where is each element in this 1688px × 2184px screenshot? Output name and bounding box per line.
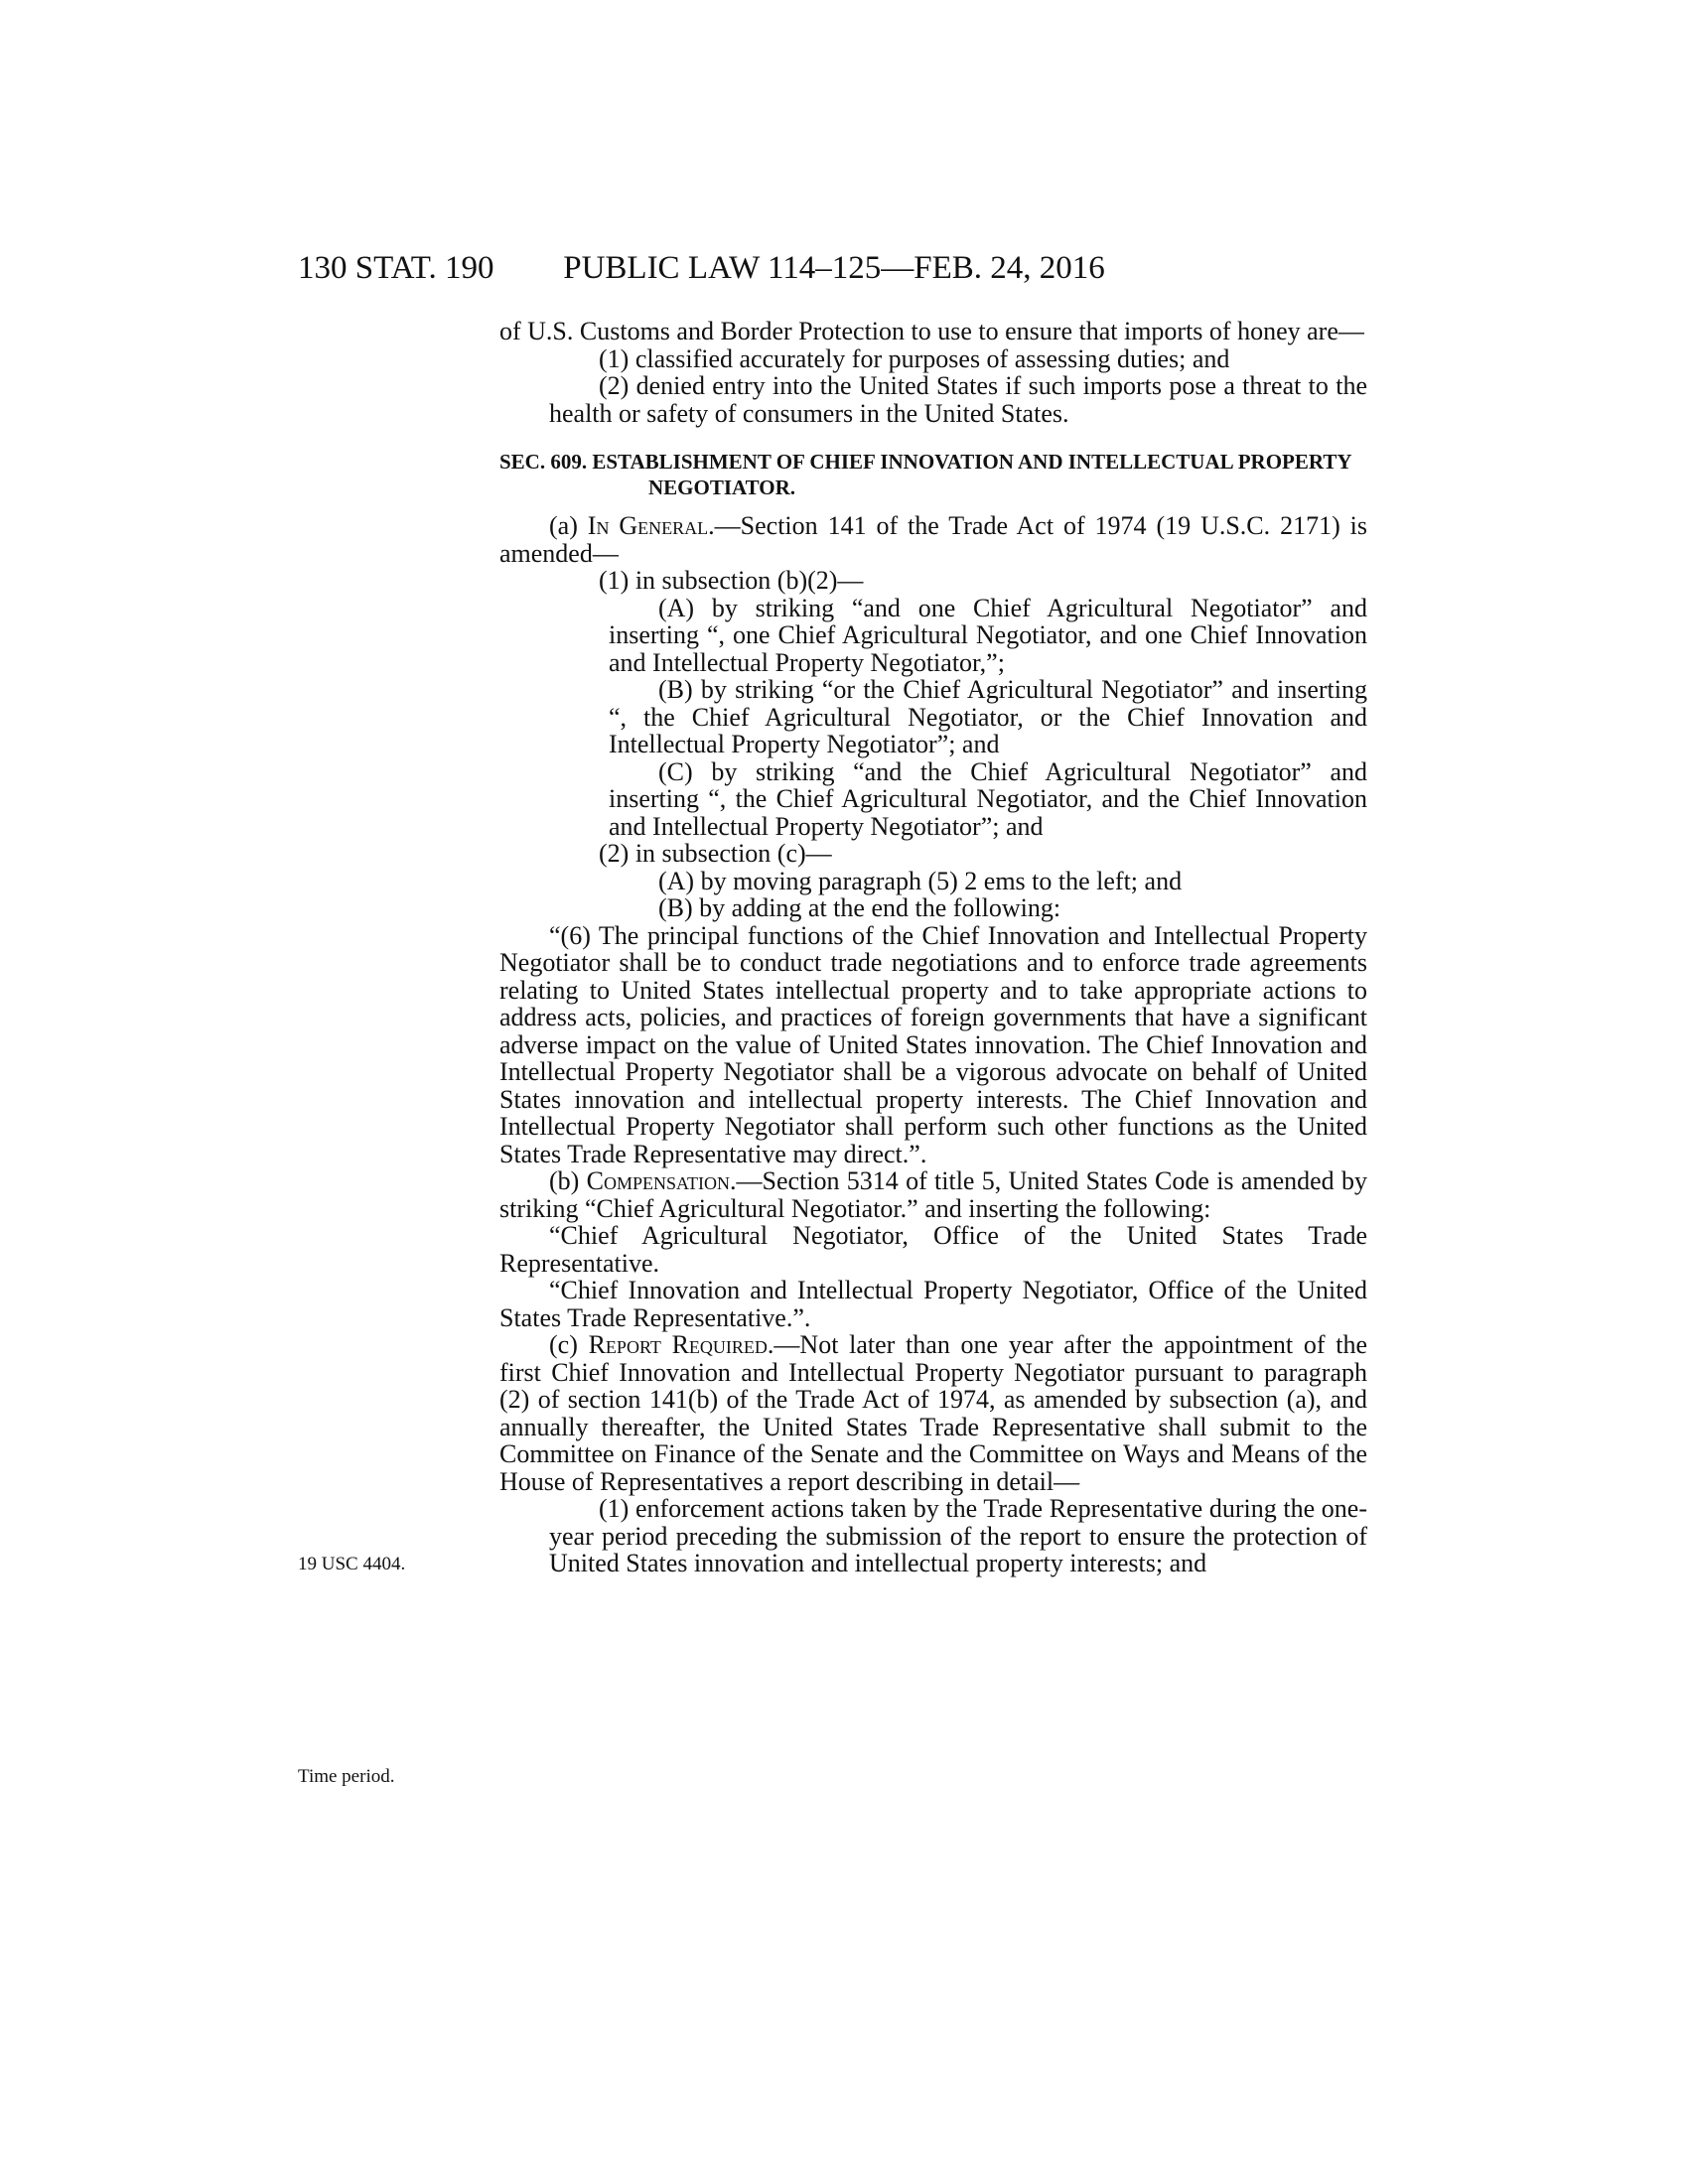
paragraph-a2: (2) in subsection (c)—	[599, 839, 832, 868]
subsection-b-label: (b)	[549, 1166, 587, 1195]
margin-note-time-period: Time period.	[298, 1766, 395, 1787]
subsection-b-text: —Section 5314 of title 5, United States Code is amended by striking “Chief Agricultural Negotiator.” and inserting the following:	[499, 1166, 1367, 1223]
subparagraph-a2B: (B) by adding at the end the following:	[658, 893, 1061, 922]
page-header	[298, 248, 1370, 288]
running-head-title: PUBLIC LAW 114–125—FEB. 24, 2016	[563, 250, 1105, 286]
subsection-c	[499, 1331, 1367, 1495]
paragraph-honey-1: (1) classified accurately for purposes of assessing duties; and	[599, 343, 1230, 373]
subsection-b	[499, 1167, 1367, 1222]
subsection-c-caption: Report Required.	[588, 1330, 774, 1359]
subsection-c-text: —Not later than one year after the appointment of the first Chief Innovation and Intellectual Property Negotiator pursuant to paragraph (2) of section 141(b) of the Trade Act of 1974, as amended by subsection (a), and annually thereafter, the United States Trade Representative shall submit to the Committee on Finance of the Senate and the Committee on Ways and Means of the House of Representatives a report describing in detail—	[499, 1330, 1367, 1496]
section-heading: SEC. 609. ESTABLISHMENT OF CHIEF INNOVATION AND INTELLECTUAL PROPERTY NEGOTIATOR.	[499, 450, 1351, 499]
subsection-a-label: (a)	[549, 511, 588, 540]
subsection-a-caption: In General.	[587, 511, 715, 540]
subparagraph-a1C: (C) by striking “and the Chief Agricultural Negotiator” and inserting “, the Chief Agricultural Negotiator, and the Chief Innovation and Intellectual Property Negotiator”; and	[609, 756, 1367, 841]
subsection-a-text: —Section 141 of the Trade Act of 1974 (19 U.S.C. 2171) is amended—	[499, 511, 1367, 568]
subsection-b-caption: Compensation.	[586, 1166, 737, 1195]
paragraph-honey-intro: of U.S. Customs and Border Protection to use to ensure that imports of honey are—	[499, 317, 1364, 345]
body-text	[499, 318, 1367, 1577]
quoted-paragraph-6: “(6) The principal functions of the Chief Innovation and Intellectual Property Negotiator shall be to conduct trade negotiations and to enforce trade agreements relating to United States intellectual property and to take appropriate actions to address acts, policies, and practices of foreign governments that have a significant adverse impact on the value of United States innovation. The Chief Innovation and Intellectual Property Negotiator shall be a vigorous advocate on behalf of United States innovation and intellectual property interests. The Chief Innovation and Intellectual Property Negotiator shall perform such other functions as the United States Trade Representative may direct.”.	[499, 920, 1367, 1168]
subsection-a	[499, 512, 1367, 567]
subsection-c-label: (c)	[549, 1330, 589, 1359]
quoted-entry-agricultural: “Chief Agricultural Negotiator, Office of the United States Trade Representative.	[499, 1221, 1367, 1278]
subparagraph-a1A: (A) by striking “and one Chief Agricultural Negotiator” and inserting “, one Chief Agricultural Negotiator, and one Chief Innovation and Intellectual Property Negotiator,”;	[609, 593, 1367, 677]
paragraph-a1: (1) in subsection (b)(2)—	[599, 566, 864, 595]
paragraph-honey-2: (2) denied entry into the United States if such imports pose a threat to the health or safety of consumers in the United States.	[549, 371, 1367, 428]
quoted-entry-innovation: “Chief Innovation and Intellectual Property Negotiator, Office of the United States Trade Representative.”.	[499, 1276, 1367, 1332]
subparagraph-a2A: (A) by moving paragraph (5) 2 ems to the left; and	[658, 866, 1183, 895]
paragraph-c1: (1) enforcement actions taken by the Trade Representative during the one-year period preceding the submission of the report to ensure the protection of United States innovation and intellectual property interests; and	[549, 1494, 1367, 1577]
stat-page-number: 130 STAT. 190	[298, 250, 494, 286]
margin-note-usc-cite: 19 USC 4404.	[298, 1554, 406, 1574]
subparagraph-a1B: (B) by striking “or the Chief Agricultural Negotiator” and inserting “, the Chief Agricultural Negotiator, or the Chief Innovation and Intellectual Property Negotiator”; and	[609, 675, 1367, 758]
